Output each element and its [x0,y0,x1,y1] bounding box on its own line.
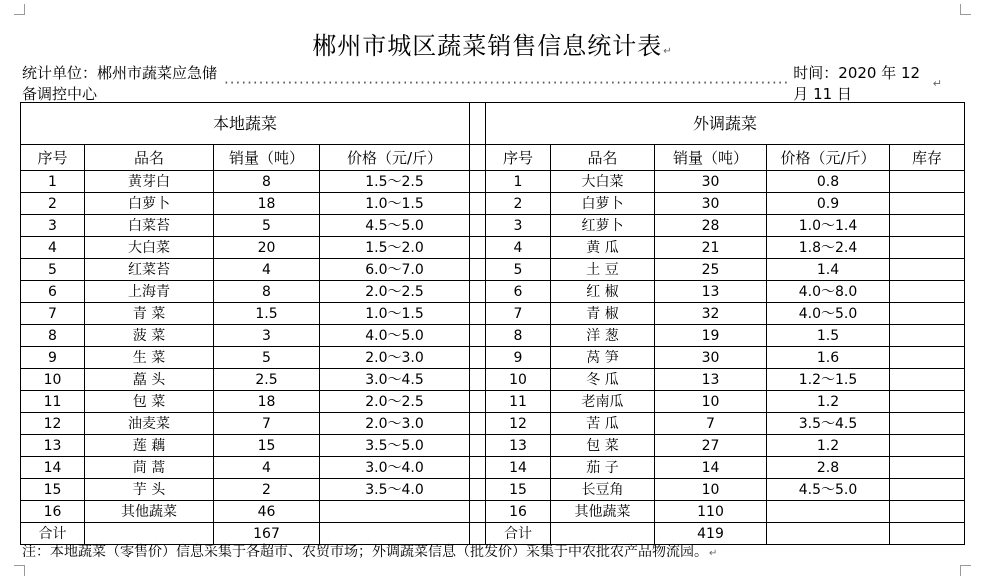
import-no-cell: 14 [486,457,551,479]
gap-cell [470,303,486,325]
table-row [21,479,965,501]
header-local-name: 品名 [85,145,214,171]
local-no-cell: 9 [21,347,85,369]
import-qty-cell: 30 [655,171,767,193]
import-stock-cell [890,325,965,347]
import-stock-cell [890,413,965,435]
local-name-cell: 藠 头 [85,369,214,391]
local-qty-cell: 2 [214,479,320,501]
local-price-cell [320,501,470,523]
import-qty-cell: 7 [655,413,767,435]
import-qty-cell: 27 [655,435,767,457]
local-name-cell: 上海青 [85,281,214,303]
import-name-cell: 其他蔬菜 [551,501,655,523]
local-name-cell: 油麦菜 [85,413,214,435]
import-stock-cell [890,193,965,215]
import-no-cell: 2 [486,193,551,215]
title-text: 郴州市城区蔬菜销售信息统计表 [312,32,663,60]
import-name-cell: 青 椒 [551,303,655,325]
import-price-cell: 1.2～1.5 [767,369,890,391]
local-qty-cell: 4 [214,457,320,479]
local-no-cell: 11 [21,391,85,413]
import-price-cell: 1.5 [767,325,890,347]
gap-cell [470,435,486,457]
import-no-cell: 8 [486,325,551,347]
import-no-cell: 6 [486,281,551,303]
local-no-cell: 14 [21,457,85,479]
local-qty-cell: 46 [214,501,320,523]
table-row [21,347,965,369]
column-header-row [21,145,965,171]
table-row [21,501,965,523]
leader-dots: ·································································································· [224,74,790,92]
import-price-cell [767,501,890,523]
local-qty-cell: 18 [214,193,320,215]
import-qty-cell: 10 [655,479,767,501]
import-name-cell: 老南瓜 [551,391,655,413]
import-stock-cell [890,215,965,237]
table-row [21,325,965,347]
local-name-cell: 红菜苔 [85,259,214,281]
local-no-cell: 13 [21,435,85,457]
meta-line [22,64,942,103]
local-name-cell: 白菜苔 [85,215,214,237]
import-qty-cell: 110 [655,501,767,523]
header-import-qty: 销量（吨） [655,145,767,171]
header-local-qty: 销量（吨） [214,145,320,171]
gap-cell [470,281,486,303]
import-price-cell: 4.0～5.0 [767,303,890,325]
local-price-cell: 1.0～1.5 [320,303,470,325]
import-qty-cell: 25 [655,259,767,281]
crop-mark-bottom-right [960,565,971,576]
import-no-cell: 1 [486,171,551,193]
import-qty-cell: 19 [655,325,767,347]
gap-cell [470,501,486,523]
header-import-no: 序号 [486,145,551,171]
local-name-cell: 莲 藕 [85,435,214,457]
vegetable-sales-table [20,102,965,545]
local-price-cell: 3.5～5.0 [320,435,470,457]
import-stock-cell [890,237,965,259]
local-price-cell: 1.5～2.0 [320,237,470,259]
import-price-cell: 1.4 [767,259,890,281]
import-stock-cell [890,259,965,281]
import-name-cell: 红 椒 [551,281,655,303]
paragraph-mark-icon: ↵ [932,76,942,90]
import-no-cell: 3 [486,215,551,237]
import-total-label: 合计 [486,523,551,545]
crop-mark-bottom-left [14,565,25,576]
table-row [21,215,965,237]
local-qty-cell: 7 [214,413,320,435]
table-row [21,391,965,413]
header-local-no: 序号 [21,145,85,171]
import-no-cell: 13 [486,435,551,457]
import-name-cell: 长豆角 [551,479,655,501]
paragraph-mark-icon: ↵ [663,46,673,57]
group-local: 本地蔬菜 [21,103,470,145]
gap-cell [470,145,486,171]
local-name-cell: 生 菜 [85,347,214,369]
gap-cell [470,215,486,237]
import-stock-cell [890,369,965,391]
local-no-cell: 12 [21,413,85,435]
local-no-cell: 2 [21,193,85,215]
gap-cell [470,479,486,501]
table-row [21,193,965,215]
import-no-cell: 12 [486,413,551,435]
import-name-cell: 包 菜 [551,435,655,457]
local-price-cell: 3.0～4.5 [320,369,470,391]
local-name-cell: 包 菜 [85,391,214,413]
date-label: 时间：2020 年 12 月 11 日 [793,64,921,103]
gap-cell [470,457,486,479]
local-no-cell: 3 [21,215,85,237]
local-price-cell: 3.5～4.0 [320,479,470,501]
import-no-cell: 15 [486,479,551,501]
table-row [21,259,965,281]
footnote [22,541,962,561]
local-no-cell: 15 [21,479,85,501]
table-row [21,435,965,457]
local-price-cell: 2.0～3.0 [320,347,470,369]
gap-cell [470,369,486,391]
import-no-cell: 5 [486,259,551,281]
import-no-cell: 16 [486,501,551,523]
import-price-cell: 1.2 [767,435,890,457]
import-stock-cell [890,171,965,193]
import-stock-cell [890,479,965,501]
import-stock-cell [890,435,965,457]
import-qty-cell: 10 [655,391,767,413]
import-no-cell: 10 [486,369,551,391]
import-stock-cell [890,347,965,369]
import-qty-cell: 32 [655,303,767,325]
local-price-cell: 1.5～2.5 [320,171,470,193]
header-import-stock: 库存 [890,145,965,171]
import-price-cell: 0.8 [767,171,890,193]
import-name-cell: 白萝卜 [551,193,655,215]
import-qty-cell: 14 [655,457,767,479]
header-import-name: 品名 [551,145,655,171]
local-qty-cell: 8 [214,171,320,193]
local-name-cell: 芋 头 [85,479,214,501]
local-name-cell: 青 菜 [85,303,214,325]
local-price-cell: 2.0～3.0 [320,413,470,435]
local-qty-cell: 1.5 [214,303,320,325]
crop-mark-top-right [960,4,971,15]
import-price-cell: 4.5～5.0 [767,479,890,501]
import-name-cell: 茄 子 [551,457,655,479]
import-no-cell: 7 [486,303,551,325]
document-title [0,26,985,61]
local-no-cell: 1 [21,171,85,193]
gap-cell [470,325,486,347]
import-name-cell: 莴 笋 [551,347,655,369]
local-name-cell: 大白菜 [85,237,214,259]
import-name-cell: 黄 瓜 [551,237,655,259]
import-price-cell: 1.2 [767,391,890,413]
gap-cell [470,171,486,193]
local-qty-cell: 2.5 [214,369,320,391]
local-price-cell: 2.0～2.5 [320,391,470,413]
group-header-row [21,103,965,145]
local-name-cell: 菠 菜 [85,325,214,347]
local-qty-cell: 5 [214,215,320,237]
local-qty-cell: 18 [214,391,320,413]
local-name-cell: 白萝卜 [85,193,214,215]
local-no-cell: 10 [21,369,85,391]
import-stock-cell [890,281,965,303]
local-name-cell: 其他蔬菜 [85,501,214,523]
import-price-cell: 3.5～4.5 [767,413,890,435]
import-price-cell: 1.0～1.4 [767,215,890,237]
local-name-cell: 黄芽白 [85,171,214,193]
import-stock-cell [890,501,965,523]
gap-cell [470,237,486,259]
local-price-cell: 4.5～5.0 [320,215,470,237]
import-name-cell: 大白菜 [551,171,655,193]
local-price-cell: 2.0～2.5 [320,281,470,303]
import-qty-cell: 21 [655,237,767,259]
import-name-cell: 苦 瓜 [551,413,655,435]
import-no-cell: 11 [486,391,551,413]
import-qty-cell: 13 [655,281,767,303]
group-import: 外调蔬菜 [486,103,965,145]
table-row [21,457,965,479]
import-name-cell: 红萝卜 [551,215,655,237]
import-no-cell: 4 [486,237,551,259]
unit-label: 统计单位：郴州市蔬菜应急储备调控中心 [22,64,218,103]
local-total-label: 合计 [21,523,85,545]
header-local-price: 价格（元/斤） [320,145,470,171]
crop-mark-top-left [14,4,25,15]
paragraph-mark-icon: ↵ [709,548,718,559]
gap-cell [470,259,486,281]
local-total-qty: 167 [214,523,320,545]
table-row [21,281,965,303]
import-name-cell: 洋 葱 [551,325,655,347]
import-stock-cell [890,303,965,325]
gap-cell [470,347,486,369]
import-stock-cell [890,457,965,479]
import-price-cell: 4.0～8.0 [767,281,890,303]
import-price-cell: 0.9 [767,193,890,215]
import-qty-cell: 13 [655,369,767,391]
gap-cell [470,193,486,215]
import-qty-cell: 30 [655,347,767,369]
gap-cell [470,413,486,435]
footnote-text: 注：本地蔬菜（零售价）信息采集于各超市、农贸市场；外调蔬菜信息（批发价）采集于中农批农产品物流园。 [22,544,708,560]
table-row [21,413,965,435]
local-qty-cell: 3 [214,325,320,347]
table-row [21,171,965,193]
table-row [21,369,965,391]
local-no-cell: 6 [21,281,85,303]
import-qty-cell: 28 [655,215,767,237]
local-qty-cell: 8 [214,281,320,303]
local-qty-cell: 4 [214,259,320,281]
local-price-cell: 6.0～7.0 [320,259,470,281]
local-qty-cell: 20 [214,237,320,259]
import-price-cell: 1.6 [767,347,890,369]
local-no-cell: 16 [21,501,85,523]
local-price-cell: 3.0～4.0 [320,457,470,479]
import-price-cell: 2.8 [767,457,890,479]
local-no-cell: 5 [21,259,85,281]
local-no-cell: 7 [21,303,85,325]
table-row [21,303,965,325]
local-no-cell: 8 [21,325,85,347]
local-no-cell: 4 [21,237,85,259]
local-name-cell: 茼 蒿 [85,457,214,479]
local-qty-cell: 15 [214,435,320,457]
gap-cell [470,103,486,145]
header-import-price: 价格（元/斤） [767,145,890,171]
import-name-cell: 土 豆 [551,259,655,281]
import-qty-cell: 30 [655,193,767,215]
import-no-cell: 9 [486,347,551,369]
import-stock-cell [890,391,965,413]
local-qty-cell: 5 [214,347,320,369]
import-price-cell: 1.8～2.4 [767,237,890,259]
gap-cell [470,391,486,413]
local-price-cell: 4.0～5.0 [320,325,470,347]
local-price-cell: 1.0～1.5 [320,193,470,215]
table-row [21,237,965,259]
import-total-qty: 419 [655,523,767,545]
import-name-cell: 冬 瓜 [551,369,655,391]
